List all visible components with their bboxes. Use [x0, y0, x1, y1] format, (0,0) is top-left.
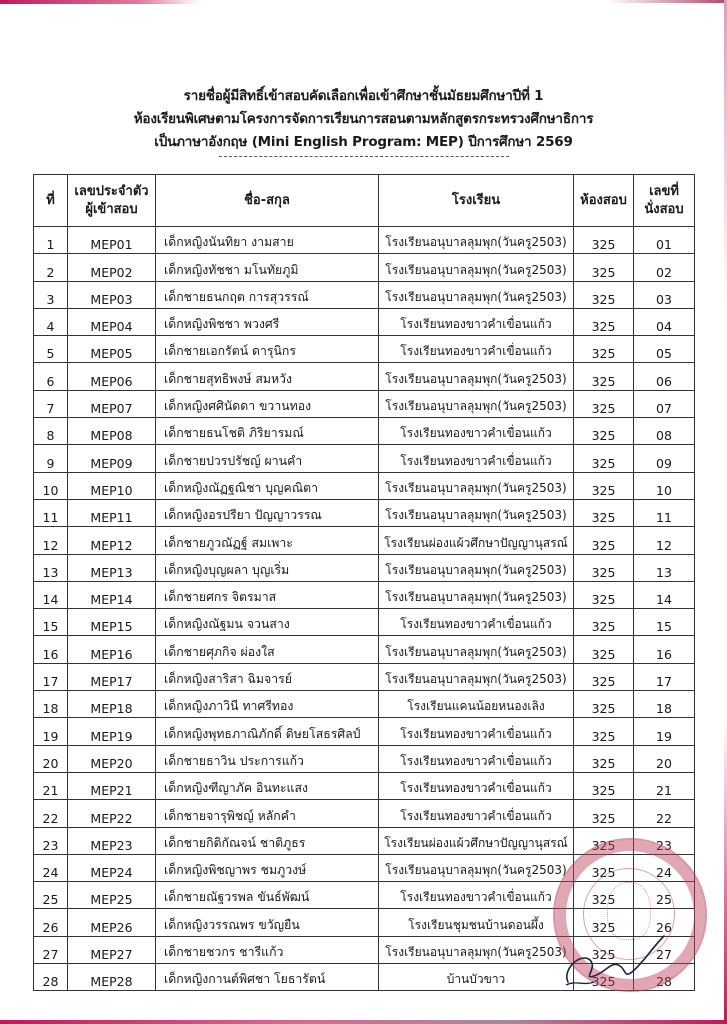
cell-no: 15 [34, 609, 68, 636]
cell-room: 325 [574, 827, 634, 854]
table-row [34, 718, 695, 745]
cell-no: 16 [34, 636, 68, 663]
table-row [34, 854, 695, 881]
cell-no: 20 [34, 745, 68, 772]
cell-room: 325 [574, 281, 634, 308]
cell-name: เด็กหญิงฑีญาภัค อินทะแสง [156, 772, 379, 799]
cell-room: 325 [574, 609, 634, 636]
cell-name: เด็กชายภูวณัฏฐ์ สมเพาะ [156, 527, 379, 554]
cell-candidate-id: MEP24 [68, 854, 156, 881]
cell-no: 19 [34, 718, 68, 745]
header-candidate-id-line1: เลขประจำตัว [74, 183, 149, 199]
cell-no: 18 [34, 691, 68, 718]
header-room: ห้องสอบ [574, 175, 634, 227]
cell-room: 325 [574, 800, 634, 827]
cell-room: 325 [574, 527, 634, 554]
cell-no: 14 [34, 581, 68, 608]
table-header-row [34, 175, 695, 227]
cell-room: 325 [574, 909, 634, 936]
cell-seat: 25 [634, 882, 695, 909]
table-row [34, 936, 695, 963]
cell-no: 27 [34, 936, 68, 963]
cell-no: 25 [34, 882, 68, 909]
cell-school: โรงเรียนอนุบาลลุมพุก(วันครู2503) [379, 554, 574, 581]
cell-candidate-id: MEP20 [68, 745, 156, 772]
cell-seat: 13 [634, 554, 695, 581]
table-row [34, 964, 695, 991]
cell-name: เด็กชายกิติกัณจน์ ชาติภูธร [156, 827, 379, 854]
cell-school: โรงเรียนอนุบาลลุมพุก(วันครู2503) [379, 636, 574, 663]
cell-name: เด็กหญิงณัฏฐณิชา บุญคณิตา [156, 472, 379, 499]
cell-no: 5 [34, 336, 68, 363]
cell-name: เด็กหญิงศศินัดดา ขวานทอง [156, 390, 379, 417]
cell-room: 325 [574, 936, 634, 963]
table-row [34, 308, 695, 335]
table-row [34, 390, 695, 417]
table-row [34, 636, 695, 663]
cell-name: เด็กหญิงภาวินี ทาศรีทอง [156, 691, 379, 718]
cell-no: 8 [34, 418, 68, 445]
cell-seat: 04 [634, 308, 695, 335]
cell-school: โรงเรียนทองขาวคำเขื่อนแก้ว [379, 745, 574, 772]
cell-candidate-id: MEP27 [68, 936, 156, 963]
cell-name: เด็กหญิงพุทธภาณิภักดิ์ ดิษยโสธรศิลป์ [156, 718, 379, 745]
cell-seat: 20 [634, 745, 695, 772]
cell-no: 2 [34, 254, 68, 281]
cell-school: โรงเรียนอนุบาลลุมพุก(วันครู2503) [379, 936, 574, 963]
cell-name: เด็กชายณัฐวรพล ขันธ์พัฒน์ [156, 882, 379, 909]
table-row [34, 581, 695, 608]
cell-room: 325 [574, 254, 634, 281]
cell-name: เด็กชายธนกฤต การสุวรรณ์ [156, 281, 379, 308]
table-row [34, 227, 695, 254]
title-line-1: รายชื่อผู้มีสิทธิ์เข้าสอบคัดเลือกเพื่อเข้าศึกษาชั้นมัธยมศึกษาปีที่ 1 [183, 88, 544, 104]
cell-candidate-id: MEP12 [68, 527, 156, 554]
page-edge-decoration [0, 1020, 727, 1024]
cell-candidate-id: MEP08 [68, 418, 156, 445]
cell-seat: 12 [634, 527, 695, 554]
cell-room: 325 [574, 964, 634, 991]
cell-room: 325 [574, 554, 634, 581]
cell-name: เด็กชายธาวิน ประการแก้ว [156, 745, 379, 772]
table-row [34, 909, 695, 936]
cell-seat: 16 [634, 636, 695, 663]
cell-name: เด็กชายเอกรัตน์ ดารุนิกร [156, 336, 379, 363]
cell-seat: 08 [634, 418, 695, 445]
cell-candidate-id: MEP03 [68, 281, 156, 308]
cell-school: โรงเรียนชุมชนบ้านดอนผึ้ง [379, 909, 574, 936]
cell-candidate-id: MEP06 [68, 363, 156, 390]
table-row [34, 772, 695, 799]
cell-no: 26 [34, 909, 68, 936]
cell-name: เด็กชายปวรปรัชญ์ ผานคำ [156, 445, 379, 472]
cell-room: 325 [574, 691, 634, 718]
cell-room: 325 [574, 882, 634, 909]
cell-candidate-id: MEP21 [68, 772, 156, 799]
cell-school: โรงเรียนทองขาวคำเขื่อนแก้ว [379, 800, 574, 827]
table-row [34, 745, 695, 772]
cell-school: โรงเรียนทองขาวคำเขื่อนแก้ว [379, 772, 574, 799]
cell-room: 325 [574, 663, 634, 690]
header-school: โรงเรียน [379, 175, 574, 227]
cell-no: 7 [34, 390, 68, 417]
table-row [34, 882, 695, 909]
cell-no: 6 [34, 363, 68, 390]
page-edge-decoration [0, 0, 200, 4]
table-row [34, 800, 695, 827]
header-candidate-id [68, 175, 156, 227]
cell-name: เด็กหญิงนันทิยา งามสาย [156, 227, 379, 254]
cell-no: 3 [34, 281, 68, 308]
cell-school: โรงเรียนทองขาวคำเขื่อนแก้ว [379, 609, 574, 636]
cell-school: โรงเรียนแคนน้อยหนองเลิง [379, 691, 574, 718]
cell-name: เด็กหญิงบุญผลา บุญเริ่ม [156, 554, 379, 581]
cell-seat: 05 [634, 336, 695, 363]
cell-school: โรงเรียนอนุบาลลุมพุก(วันครู2503) [379, 227, 574, 254]
cell-name: เด็กหญิงวรรณพร ขวัญยืน [156, 909, 379, 936]
cell-room: 325 [574, 636, 634, 663]
cell-candidate-id: MEP22 [68, 800, 156, 827]
cell-no: 10 [34, 472, 68, 499]
cell-candidate-id: MEP16 [68, 636, 156, 663]
cell-candidate-id: MEP28 [68, 964, 156, 991]
cell-room: 325 [574, 336, 634, 363]
table-row [34, 472, 695, 499]
cell-room: 325 [574, 772, 634, 799]
table-row [34, 418, 695, 445]
cell-room: 325 [574, 418, 634, 445]
cell-seat: 07 [634, 390, 695, 417]
cell-candidate-id: MEP13 [68, 554, 156, 581]
cell-room: 325 [574, 390, 634, 417]
cell-room: 325 [574, 499, 634, 526]
cell-no: 11 [34, 499, 68, 526]
cell-school: โรงเรียนอนุบาลลุมพุก(วันครู2503) [379, 499, 574, 526]
cell-candidate-id: MEP04 [68, 308, 156, 335]
table-row [34, 691, 695, 718]
cell-candidate-id: MEP26 [68, 909, 156, 936]
cell-school: โรงเรียนอนุบาลลุมพุก(วันครู2503) [379, 663, 574, 690]
cell-school: โรงเรียนทองขาวคำเขื่อนแก้ว [379, 882, 574, 909]
cell-name: เด็กชายสุทธิพงษ์ สมหวัง [156, 363, 379, 390]
cell-candidate-id: MEP23 [68, 827, 156, 854]
table-row [34, 363, 695, 390]
header-candidate-id-line2: ผู้เข้าสอบ [85, 201, 138, 217]
cell-no: 4 [34, 308, 68, 335]
header-name: ชื่อ-สกุล [156, 175, 379, 227]
cell-no: 28 [34, 964, 68, 991]
header-seat-line2: นั่งสอบ [644, 201, 684, 217]
cell-seat: 02 [634, 254, 695, 281]
cell-school: โรงเรียนทองขาวคำเขื่อนแก้ว [379, 718, 574, 745]
cell-seat: 18 [634, 691, 695, 718]
cell-school: โรงเรียนผ่องแผ้วศึกษาปัญญานุสรณ์ [379, 827, 574, 854]
cell-name: เด็กหญิงอรปรียา ปัญญาวรรณ [156, 499, 379, 526]
title-divider [219, 156, 509, 157]
header-seat [634, 175, 695, 227]
cell-name: เด็กหญิงสาริสา ฉิมจารย์ [156, 663, 379, 690]
cell-seat: 26 [634, 909, 695, 936]
cell-seat: 21 [634, 772, 695, 799]
cell-candidate-id: MEP02 [68, 254, 156, 281]
cell-school: โรงเรียนอนุบาลลุมพุก(วันครู2503) [379, 281, 574, 308]
cell-name: เด็กหญิงทัชชา มโนทัยภูมิ [156, 254, 379, 281]
cell-seat: 22 [634, 800, 695, 827]
cell-no: 21 [34, 772, 68, 799]
table-row [34, 609, 695, 636]
cell-seat: 09 [634, 445, 695, 472]
table-row [34, 554, 695, 581]
cell-candidate-id: MEP11 [68, 499, 156, 526]
cell-seat: 11 [634, 499, 695, 526]
cell-room: 325 [574, 718, 634, 745]
cell-no: 23 [34, 827, 68, 854]
cell-candidate-id: MEP01 [68, 227, 156, 254]
cell-candidate-id: MEP19 [68, 718, 156, 745]
table-row [34, 663, 695, 690]
table-row [34, 281, 695, 308]
cell-name: เด็กชายศุภกิจ ผ่องใส [156, 636, 379, 663]
cell-candidate-id: MEP09 [68, 445, 156, 472]
cell-school: โรงเรียนอนุบาลลุมพุก(วันครู2503) [379, 390, 574, 417]
cell-no: 9 [34, 445, 68, 472]
cell-room: 325 [574, 227, 634, 254]
table-row [34, 499, 695, 526]
cell-candidate-id: MEP18 [68, 691, 156, 718]
cell-candidate-id: MEP07 [68, 390, 156, 417]
cell-school: โรงเรียนทองขาวคำเขื่อนแก้ว [379, 308, 574, 335]
cell-school: โรงเรียนอนุบาลลุมพุก(วันครู2503) [379, 254, 574, 281]
cell-school: โรงเรียนอนุบาลลุมพุก(วันครู2503) [379, 363, 574, 390]
cell-name: เด็กหญิงพิชชา พวงศรี [156, 308, 379, 335]
cell-seat: 03 [634, 281, 695, 308]
cell-no: 17 [34, 663, 68, 690]
title-line-2: ห้องเรียนพิเศษตามโครงการจัดการเรียนการสอนตามหลักสูตรกระทรวงศึกษาธิการ [133, 111, 594, 127]
cell-room: 325 [574, 854, 634, 881]
cell-seat: 01 [634, 227, 695, 254]
cell-no: 1 [34, 227, 68, 254]
header-no: ที่ [34, 175, 68, 227]
cell-seat: 28 [634, 964, 695, 991]
cell-name: เด็กชายชวกร ชารีแก้ว [156, 936, 379, 963]
cell-candidate-id: MEP05 [68, 336, 156, 363]
cell-school: โรงเรียนทองขาวคำเขื่อนแก้ว [379, 418, 574, 445]
cell-school: โรงเรียนอนุบาลลุมพุก(วันครู2503) [379, 581, 574, 608]
cell-candidate-id: MEP10 [68, 472, 156, 499]
candidate-table [33, 174, 695, 991]
cell-seat: 14 [634, 581, 695, 608]
cell-name: เด็กหญิงกานต์พิศชา โยธารัตน์ [156, 964, 379, 991]
cell-candidate-id: MEP15 [68, 609, 156, 636]
cell-no: 12 [34, 527, 68, 554]
cell-name: เด็กหญิงพิชญาพร ชมภูวงษ์ [156, 854, 379, 881]
cell-school: โรงเรียนทองขาวคำเขื่อนแก้ว [379, 336, 574, 363]
cell-room: 325 [574, 472, 634, 499]
table-row [34, 827, 695, 854]
cell-room: 325 [574, 745, 634, 772]
cell-seat: 23 [634, 827, 695, 854]
cell-school: โรงเรียนอนุบาลลุมพุก(วันครู2503) [379, 854, 574, 881]
cell-seat: 10 [634, 472, 695, 499]
header-seat-line1: เลขที่ [649, 183, 679, 199]
cell-school: โรงเรียนผ่องแผ้วศึกษาปัญญานุสรณ์ [379, 527, 574, 554]
cell-room: 325 [574, 363, 634, 390]
cell-candidate-id: MEP17 [68, 663, 156, 690]
cell-name: เด็กชายศกร จิตรมาส [156, 581, 379, 608]
cell-no: 13 [34, 554, 68, 581]
cell-name: เด็กชายธนโชติ ภิริยารมณ์ [156, 418, 379, 445]
table-row [34, 445, 695, 472]
cell-name: เด็กหญิงณัฐมน จวนสาง [156, 609, 379, 636]
page-edge-decoration [607, 0, 727, 3]
cell-seat: 19 [634, 718, 695, 745]
table-row [34, 254, 695, 281]
cell-seat: 06 [634, 363, 695, 390]
cell-room: 325 [574, 581, 634, 608]
cell-room: 325 [574, 445, 634, 472]
cell-room: 325 [574, 308, 634, 335]
title-line-3: เป็นภาษาอังกฤษ (Mini English Program: MEP) ปีการศึกษา 2569 [154, 134, 573, 150]
cell-name: เด็กชายจารุพิชญ์ หลักคำ [156, 800, 379, 827]
cell-seat: 27 [634, 936, 695, 963]
cell-seat: 24 [634, 854, 695, 881]
cell-school: บ้านบัวขาว [379, 964, 574, 991]
cell-candidate-id: MEP14 [68, 581, 156, 608]
cell-seat: 15 [634, 609, 695, 636]
table-row [34, 336, 695, 363]
document-title [0, 85, 727, 157]
cell-seat: 17 [634, 663, 695, 690]
table-row [34, 527, 695, 554]
cell-candidate-id: MEP25 [68, 882, 156, 909]
cell-school: โรงเรียนทองขาวคำเขื่อนแก้ว [379, 445, 574, 472]
cell-no: 24 [34, 854, 68, 881]
cell-no: 22 [34, 800, 68, 827]
cell-school: โรงเรียนอนุบาลลุมพุก(วันครู2503) [379, 472, 574, 499]
